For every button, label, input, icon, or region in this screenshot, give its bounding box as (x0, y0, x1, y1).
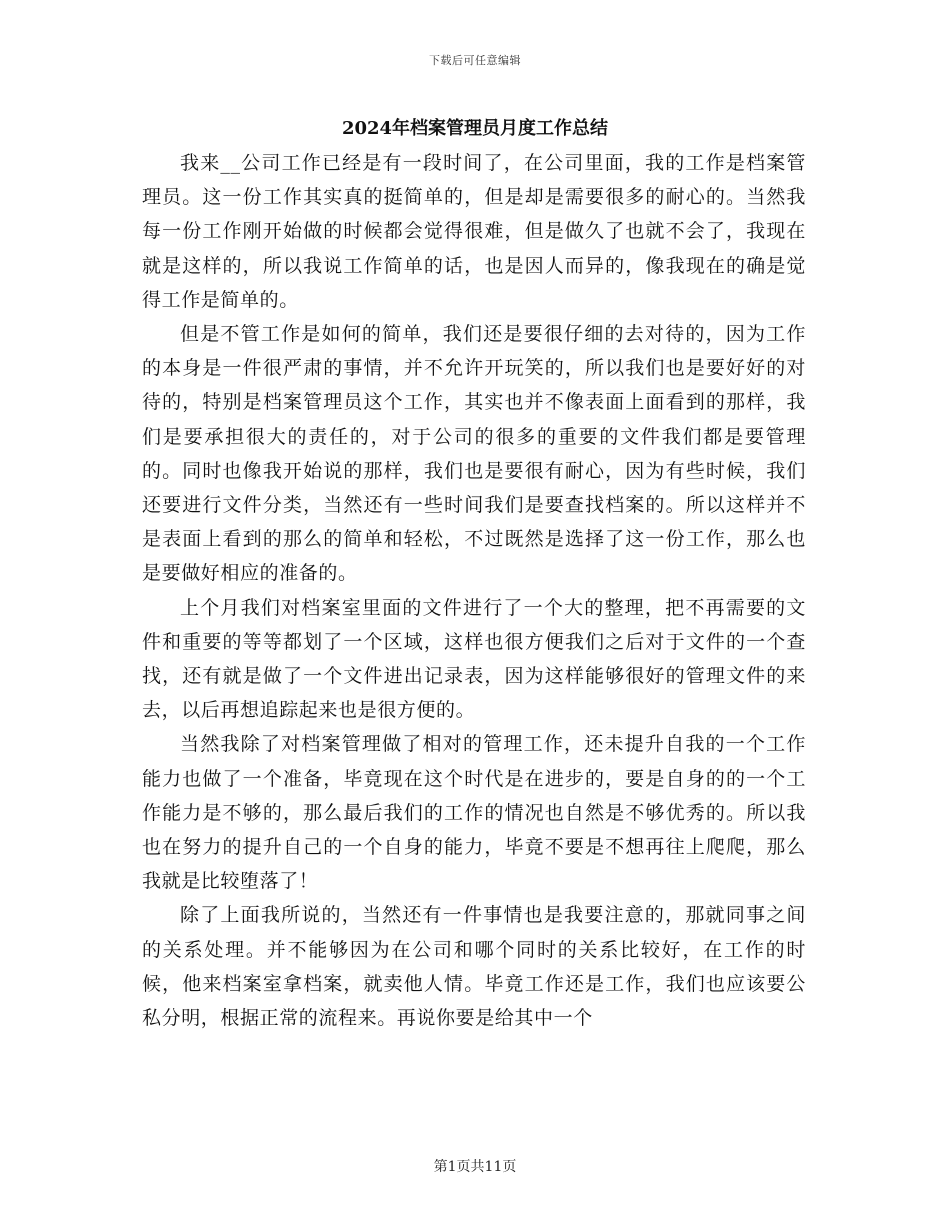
header-note: 下载后可任意编辑 (429, 54, 521, 67)
page-number: 第1页共11页 (433, 1159, 517, 1175)
paragraph-4: 当然我除了对档案管理做了相对的管理工作，还未提升自我的一个工作能力也做了一个准备，毕竟现在这个时代是在进步的，要是自身的的一个工作能力是不够的，那么最后我们的工作的情况也自然是不够优秀的。所以我也在努力的提升自己的一个自身的能力，毕竟不要是不想再往上爬爬，那么我就是比较堕落了！ (142, 733, 806, 893)
document-body (142, 146, 806, 1035)
paragraph-5: 除了上面我所说的，当然还有一件事情也是我要注意的，那就同事之间的关系处理。并不能够因为在公司和哪个同时的关系比较好，在工作的时候，他来档案室拿档案，就卖他人情。毕竟工作还是工作，我们也应该要公私分明，根据正常的流程来。再说你要是给其中一个 (142, 904, 806, 1030)
paragraph-3: 上个月我们对档案室里面的文件进行了一个大的整理，把不再需要的文件和重要的等等都划了一个区域，这样也很方便我们之后对于文件的一个查找，还有就是做了一个文件进出记录表，因为这样能够很好的管理文件的来去，以后再想追踪起来也是很方便的。 (142, 596, 806, 722)
page-title: 2024年档案管理员月度工作总结 (341, 118, 609, 139)
paragraph-1: 我来__公司工作已经是有一段时间了，在公司里面，我的工作是档案管理员。这一份工作其实真的挺简单的，但是却是需要很多的耐心的。当然我每一份工作刚开始做的时候都会觉得很难，但是做久了也就不会了，我现在就是这样的，所以我说工作简单的话，也是因人而异的，像我现在的确是觉得工作是简单的。 (142, 152, 806, 311)
paragraph-2: 但是不管工作是如何的简单，我们还是要很仔细的去对待的，因为工作的本身是一件很严肃的事情，并不允许开玩笑的，所以我们也是要好好的对待的，特别是档案管理员这个工作，其实也并不像表面上面看到的那样，我们是要承担很大的责任的，对于公司的很多的重要的文件我们都是要管理的。同时也像我开始说的那样，我们也是要很有耐心，因为有些时候，我们还要进行文件分类，当然还有一些时间我们是要查找档案的。所以这样并不是表面上看到的那么的简单和轻松，不过既然是选择了这一份工作，那么也是要做好相应的准备的。 (142, 323, 806, 585)
